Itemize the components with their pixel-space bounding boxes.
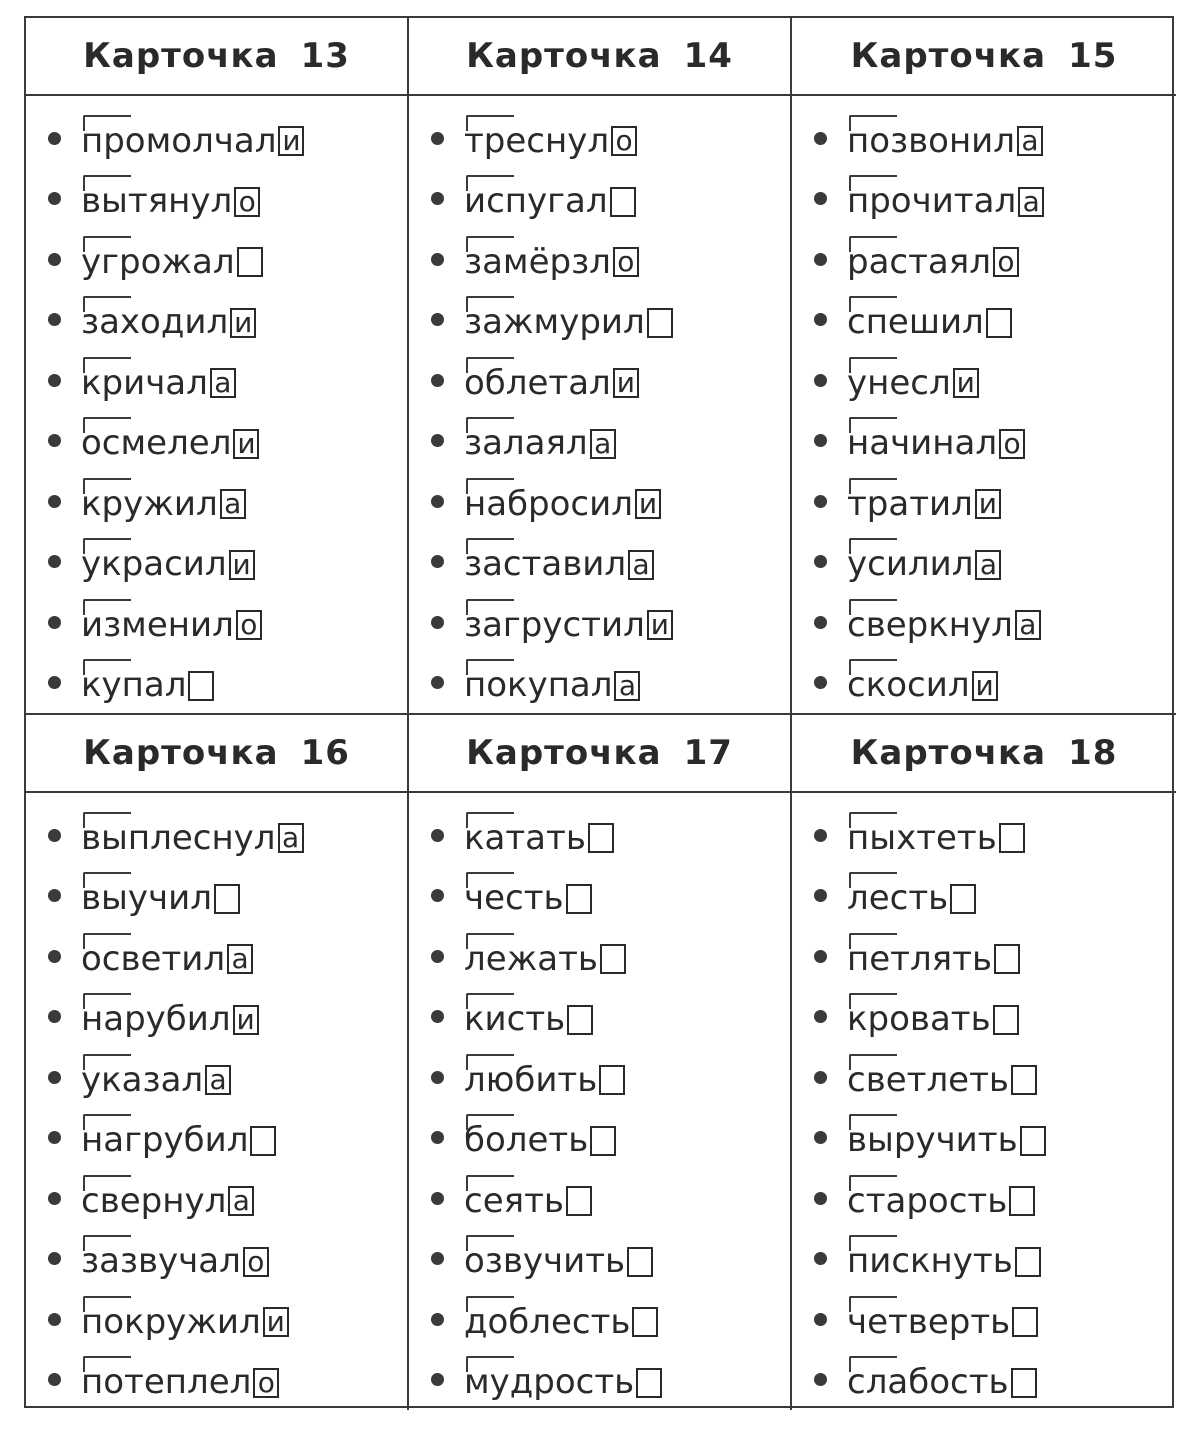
list-item (814, 1047, 1176, 1108)
list-item (48, 1229, 407, 1290)
list-item (48, 411, 407, 472)
bullet-icon (431, 495, 444, 508)
card-title-word: Карточка (83, 733, 279, 773)
ending-box: и (233, 429, 259, 459)
card-title-word: Карточка (466, 733, 662, 773)
ending-box: а (590, 429, 616, 459)
word-stem: замёрзл (464, 236, 611, 283)
list-item (814, 1289, 1176, 1350)
list-item (431, 1229, 790, 1290)
ending-box: о (243, 1247, 269, 1277)
ending-box: о (993, 247, 1019, 277)
bullet-icon (48, 1131, 61, 1144)
list-item (814, 1108, 1176, 1169)
ending-box: о (999, 429, 1025, 459)
card-title (26, 715, 407, 793)
list-item (431, 108, 790, 169)
ending-box: а (975, 550, 1001, 580)
bullet-icon (48, 1192, 61, 1205)
bullet-icon (431, 192, 444, 205)
ending-box (610, 187, 636, 217)
bullet-icon (431, 313, 444, 326)
list-item (48, 805, 407, 866)
ending-box: и (263, 1307, 289, 1337)
ending-box: а (220, 489, 246, 519)
list-item (48, 987, 407, 1048)
word-stem: кровать (847, 993, 991, 1040)
list-item (431, 229, 790, 290)
card-16 (26, 715, 409, 1410)
card-number: 16 (300, 733, 350, 773)
list-item (48, 926, 407, 987)
list-item (48, 471, 407, 532)
word-stem: вытянул (81, 175, 232, 222)
bullet-icon (431, 1252, 444, 1265)
ending-box (566, 884, 592, 914)
word-stem: треснул (464, 115, 609, 162)
word-stem: угрожал (81, 236, 235, 283)
list-item (48, 350, 407, 411)
list-item (431, 866, 790, 927)
card-title-word: Карточка (466, 36, 662, 76)
bullet-icon (431, 434, 444, 447)
word-stem: мудрость (464, 1356, 634, 1403)
list-item (814, 987, 1176, 1048)
list-item (814, 471, 1176, 532)
bullet-icon (814, 1071, 827, 1084)
ending-box (214, 884, 240, 914)
list-item (814, 653, 1176, 714)
word-list (409, 96, 790, 713)
bullet-icon (431, 132, 444, 145)
bullet-icon (48, 1313, 61, 1326)
list-item (431, 290, 790, 351)
ending-box: о (236, 610, 262, 640)
bullet-icon (48, 253, 61, 266)
ending-box: и (230, 308, 256, 338)
ending-box (632, 1307, 658, 1337)
card-number: 15 (1068, 36, 1118, 76)
word-list (26, 96, 407, 713)
ending-box (1012, 1307, 1038, 1337)
word-stem: унесл (847, 357, 951, 404)
ending-box: а (628, 550, 654, 580)
list-item (814, 1168, 1176, 1229)
list-item (431, 1350, 790, 1411)
word-stem: выручить (847, 1114, 1018, 1161)
list-item (431, 926, 790, 987)
bullet-icon (48, 434, 61, 447)
ending-box: и (975, 489, 1001, 519)
bullet-icon (814, 434, 827, 447)
card-title-word: Карточка (83, 36, 279, 76)
list-item (814, 290, 1176, 351)
bullet-icon (48, 495, 61, 508)
card-number: 13 (300, 36, 350, 76)
word-stem: усилил (847, 538, 973, 585)
bullet-icon (814, 829, 827, 842)
word-stem: честь (464, 872, 564, 919)
bullet-icon (48, 1252, 61, 1265)
word-stem: осмелел (81, 417, 231, 464)
cards-grid (24, 16, 1174, 1408)
word-stem: пыхтеть (847, 812, 997, 859)
bullet-icon (814, 132, 827, 145)
list-item (48, 1350, 407, 1411)
ending-box (1015, 1247, 1041, 1277)
bullet-icon (48, 676, 61, 689)
ending-box: а (1018, 187, 1044, 217)
word-stem: покупал (464, 659, 612, 706)
bullet-icon (814, 1313, 827, 1326)
bullet-icon (431, 555, 444, 568)
bullet-icon (48, 950, 61, 963)
bullet-icon (431, 950, 444, 963)
bullet-icon (814, 555, 827, 568)
word-stem: указал (81, 1054, 203, 1101)
list-item (48, 108, 407, 169)
word-stem: выплеснул (81, 812, 276, 859)
bullet-icon (431, 1192, 444, 1205)
bullet-icon (48, 555, 61, 568)
card-title-word: Карточка (850, 733, 1047, 773)
word-stem: загрустил (464, 599, 645, 646)
ending-box: а (210, 368, 236, 398)
word-stem: начинал (847, 417, 997, 464)
list-item (431, 169, 790, 230)
ending-box (994, 944, 1020, 974)
word-stem: зазвучал (81, 1235, 241, 1282)
list-item (48, 1047, 407, 1108)
card-title (409, 18, 790, 96)
list-item (814, 866, 1176, 927)
list-item (814, 1350, 1176, 1411)
ending-box (1011, 1368, 1037, 1398)
ending-box (237, 247, 263, 277)
word-stem: нагрубил (81, 1114, 248, 1161)
card-number: 14 (683, 36, 733, 76)
word-stem: облетал (464, 357, 611, 404)
ending-box: и (229, 550, 255, 580)
word-list (409, 793, 790, 1410)
list-item (48, 653, 407, 714)
bullet-icon (431, 889, 444, 902)
bullet-icon (48, 1010, 61, 1023)
ending-box: а (227, 944, 253, 974)
list-item (48, 592, 407, 653)
bullet-icon (814, 495, 827, 508)
bullet-icon (431, 676, 444, 689)
word-stem: тратил (847, 478, 973, 525)
word-stem: позвонил (847, 115, 1015, 162)
word-stem: светлеть (847, 1054, 1009, 1101)
ending-box: и (233, 1005, 259, 1035)
card-title (26, 18, 407, 96)
word-list (26, 793, 407, 1410)
word-stem: кисть (464, 993, 565, 1040)
word-stem: озвучить (464, 1235, 625, 1282)
bullet-icon (814, 1252, 827, 1265)
ending-box (188, 671, 214, 701)
card-18 (792, 715, 1176, 1410)
list-item (431, 592, 790, 653)
word-stem: кричал (81, 357, 208, 404)
word-stem: зажмурил (464, 296, 645, 343)
word-stem: прочитал (847, 175, 1016, 222)
word-stem: испугал (464, 175, 608, 222)
card-number: 17 (683, 733, 733, 773)
word-stem: любить (464, 1054, 597, 1101)
bullet-icon (48, 374, 61, 387)
list-item (814, 229, 1176, 290)
list-item (814, 805, 1176, 866)
bullet-icon (431, 1373, 444, 1386)
ending-box: о (234, 187, 260, 217)
ending-box (567, 1005, 593, 1035)
bullet-icon (431, 1010, 444, 1023)
card-14 (409, 18, 792, 715)
list-item (431, 532, 790, 593)
list-item (431, 1047, 790, 1108)
bullet-icon (814, 950, 827, 963)
word-stem: лежать (464, 933, 598, 980)
word-list (792, 96, 1176, 713)
bullet-icon (814, 313, 827, 326)
list-item (48, 532, 407, 593)
list-item (431, 805, 790, 866)
card-15 (792, 18, 1176, 715)
ending-box: и (613, 368, 639, 398)
word-stem: лесть (847, 872, 948, 919)
list-item (48, 290, 407, 351)
bullet-icon (814, 889, 827, 902)
ending-box (1011, 1065, 1037, 1095)
word-stem: потеплел (81, 1356, 251, 1403)
word-stem: нарубил (81, 993, 231, 1040)
bullet-icon (48, 132, 61, 145)
bullet-icon (48, 1071, 61, 1084)
list-item (48, 1168, 407, 1229)
bullet-icon (814, 1192, 827, 1205)
ending-box (627, 1247, 653, 1277)
word-stem: болеть (464, 1114, 588, 1161)
word-stem: покружил (81, 1296, 261, 1343)
ending-box: а (228, 1186, 254, 1216)
ending-box: и (972, 671, 998, 701)
word-stem: купал (81, 659, 186, 706)
word-stem: растаял (847, 236, 991, 283)
word-stem: старость (847, 1175, 1007, 1222)
word-stem: набросил (464, 478, 633, 525)
bullet-icon (431, 616, 444, 629)
word-stem: пискнуть (847, 1235, 1013, 1282)
ending-box (250, 1126, 276, 1156)
list-item (431, 1108, 790, 1169)
list-item (814, 411, 1176, 472)
bullet-icon (814, 374, 827, 387)
bullet-icon (431, 1313, 444, 1326)
list-item (431, 350, 790, 411)
list-item (431, 987, 790, 1048)
word-stem: петлять (847, 933, 992, 980)
bullet-icon (814, 676, 827, 689)
word-stem: заходил (81, 296, 228, 343)
ending-box (1020, 1126, 1046, 1156)
ending-box (986, 308, 1012, 338)
ending-box: а (1017, 126, 1043, 156)
ending-box: а (614, 671, 640, 701)
ending-box: а (278, 823, 304, 853)
ending-box (566, 1186, 592, 1216)
ending-box (647, 308, 673, 338)
ending-box: а (1015, 610, 1041, 640)
word-stem: осветил (81, 933, 225, 980)
card-title (792, 715, 1176, 793)
list-item (814, 169, 1176, 230)
word-stem: сеять (464, 1175, 564, 1222)
list-item (814, 350, 1176, 411)
word-stem: изменил (81, 599, 234, 646)
list-item (431, 653, 790, 714)
ending-box: а (205, 1065, 231, 1095)
bullet-icon (814, 1373, 827, 1386)
ending-box (590, 1126, 616, 1156)
list-item (48, 169, 407, 230)
ending-box (993, 1005, 1019, 1035)
ending-box: о (253, 1368, 279, 1398)
ending-box: и (635, 489, 661, 519)
list-item (814, 592, 1176, 653)
list-item (48, 1289, 407, 1350)
word-stem: свернул (81, 1175, 226, 1222)
bullet-icon (431, 1071, 444, 1084)
bullet-icon (431, 253, 444, 266)
list-item (431, 1168, 790, 1229)
word-stem: катать (464, 812, 586, 859)
bullet-icon (431, 1131, 444, 1144)
ending-box (950, 884, 976, 914)
bullet-icon (814, 1010, 827, 1023)
ending-box: и (953, 368, 979, 398)
ending-box: и (278, 126, 304, 156)
bullet-icon (48, 616, 61, 629)
ending-box (588, 823, 614, 853)
bullet-icon (814, 1131, 827, 1144)
word-stem: залаял (464, 417, 588, 464)
bullet-icon (48, 829, 61, 842)
ending-box (636, 1368, 662, 1398)
list-item (431, 471, 790, 532)
ending-box (999, 823, 1025, 853)
word-stem: выучил (81, 872, 212, 919)
list-item (431, 411, 790, 472)
word-stem: заставил (464, 538, 626, 585)
card-17 (409, 715, 792, 1410)
word-stem: кружил (81, 478, 218, 525)
word-stem: слабость (847, 1356, 1009, 1403)
word-stem: промолчал (81, 115, 276, 162)
bullet-icon (814, 253, 827, 266)
card-title-word: Карточка (850, 36, 1047, 76)
bullet-icon (48, 313, 61, 326)
card-title (792, 18, 1176, 96)
card-13 (26, 18, 409, 715)
ending-box (1009, 1186, 1035, 1216)
ending-box: и (647, 610, 673, 640)
word-list (792, 793, 1176, 1410)
ending-box: о (611, 126, 637, 156)
ending-box (600, 944, 626, 974)
word-stem: сверкнул (847, 599, 1013, 646)
list-item (814, 108, 1176, 169)
list-item (814, 926, 1176, 987)
bullet-icon (48, 1373, 61, 1386)
list-item (48, 866, 407, 927)
bullet-icon (48, 889, 61, 902)
bullet-icon (48, 192, 61, 205)
list-item (48, 229, 407, 290)
bullet-icon (431, 374, 444, 387)
bullet-icon (814, 192, 827, 205)
word-stem: доблесть (464, 1296, 630, 1343)
word-stem: спешил (847, 296, 984, 343)
list-item (814, 532, 1176, 593)
bullet-icon (814, 616, 827, 629)
card-title (409, 715, 790, 793)
word-stem: украсил (81, 538, 227, 585)
list-item (814, 1229, 1176, 1290)
ending-box (599, 1065, 625, 1095)
word-stem: четверть (847, 1296, 1010, 1343)
word-stem: скосил (847, 659, 970, 706)
list-item (48, 1108, 407, 1169)
card-number: 18 (1068, 733, 1118, 773)
list-item (431, 1289, 790, 1350)
bullet-icon (431, 829, 444, 842)
ending-box: о (613, 247, 639, 277)
